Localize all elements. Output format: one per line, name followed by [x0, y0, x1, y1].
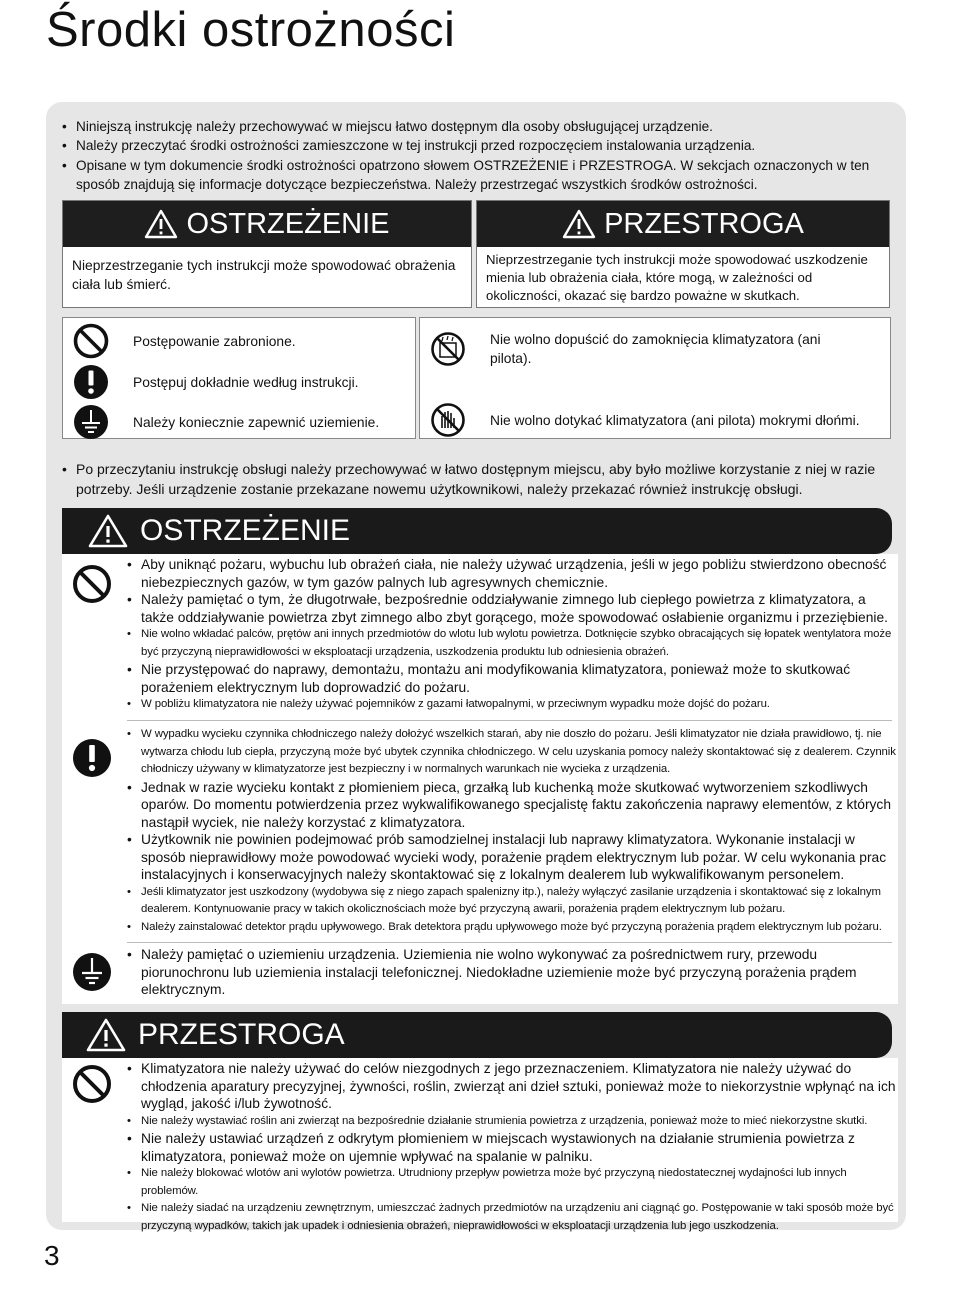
list-item: • Aby uniknąć pożaru, wybuchu lub obrażeń ciała, nie należy używać urządzenia, jeśli w jego pobliżu stwierdzono obecność niebezpiecznych gazów, w tym gazów palnych lub agresywnych chemicznie. [127, 556, 897, 591]
caution-box [476, 200, 890, 308]
prohibited-list [127, 556, 897, 714]
list-item: • W pobliżu klimatyzatora nie należy używać pojemników z gazami łatwopalnymi, w przeciwnym wypadku może dojść do pożaru. [127, 696, 897, 714]
legend-row [63, 404, 379, 440]
ground-list [127, 946, 897, 999]
warning-box-title: OSTRZEŻENIE [186, 207, 390, 240]
caution-section-body [62, 1058, 898, 1232]
no-wet-hands-icon [430, 402, 466, 438]
caution-box-title: PRZESTROGA [604, 207, 804, 240]
warning-triangle-icon [562, 209, 596, 239]
list-item: • Jeśli klimatyzator jest uszkodzony (wydobywa się z niego zapach spalenizny itp.), należy wyłączyć zasilanie urządzenia i skontaktować się z lokalnym dealerem. Kontynuowanie pracy w takich okolicznościach może być przyczyną awarii, porażenia prądem elektrycznym lub pożaru. [127, 884, 897, 919]
exclamation-icon [73, 364, 109, 400]
prohibition-icon [72, 564, 112, 604]
list-item: • Nie wolno wkładać palców, prętów ani innych przedmiotów do wlotu lub wylotu powietrza. Dotknięcie szybko obracających się łopatek wentylatora może być przyczyną nieprawidłowości w eksploatacji urządzenia, uszkodzenia produktu lub odniesienia obrażeń. [127, 626, 897, 661]
legend-row [63, 364, 358, 400]
intro-item: • Opisane w tym dokumencie środki ostrożności opatrzono słowem OSTRZEŻENIE i PRZESTROGA. W sekcjach oznaczonych w ten sposób znajdują się informacje dotyczące bezpieczeństwa. Należy przestrzegać wszystkich środków ostrożności. [62, 156, 892, 195]
caution-list [127, 1060, 897, 1235]
list-item: • Należy pamiętać o uziemieniu urządzenia. Uziemienia nie wolno wykonywać za pośrednictwem rury, przewodu piorunochronu lub uziemienia instalacji telefonicznej. Niedokładne uziemienie może być przyczyną porażenia prądem elektrycznym. [127, 946, 897, 999]
no-wetting-icon [430, 331, 466, 367]
warning-section-header [62, 508, 892, 554]
divider [127, 942, 892, 943]
keep-manual-note [62, 459, 902, 499]
intro-item: • Należy przeczytać środki ostrożności zamieszczone w tej instrukcji przed rozpoczęciem instalowania urządzenia. [62, 136, 892, 155]
legend-label: Należy koniecznie zapewnić uziemienie. [133, 414, 380, 430]
list-item: • Należy zainstalować detektor prądu upływowego. Brak detektora prądu upływowego może być przyczyną porażenia prądem elektrycznym lub pożaru. [127, 919, 897, 937]
warning-box-text: Nieprzestrzeganie tych instrukcji może spowodować obrażenia ciała lub śmierć. [72, 258, 456, 292]
list-item: • W wypadku wycieku czynnika chłodniczego należy dołożyć wszelkich starań, aby nie doszło do pożaru. Jeśli klimatyzator nie działa prawidłowo, tj. nie wytwarza chłodu lub ciepła, przyczyną może być ubytek czynnika chłodniczego. W celu uzyskania pomocy należy skontaktować się z dealerem. Czynnik chłodniczy używany w klimatyzatorze jest bezpieczny i w normalnych warunkach nie wycieka z urządzenia. [127, 726, 897, 779]
list-item: • Użytkownik nie powinien podejmować prób samodzielnej instalacji lub naprawy klimatyzatora. Wykonanie instalacji w sposób nieprawidłowy może powodować wycieki wody, porażenie prądem elektrycznym lub pożar. W celu wykonania prac instalacyjnych i konserwacyjnych należy skontaktować się z lokalnym dealerem lub wykwalifikowanym personelem. [127, 831, 897, 884]
list-item-continuation: • Jednak w razie wycieku kontakt z płomieniem pieca, grzałką lub kuchenką może skutkować wytworzeniem szkodliwych oparów. Do momentu potwierdzenia przez wykwalifikowanego specjalistę faktu zakończenia naprawy elementów, z których nastąpił wyciek, nie należy korzystać z klimatyzatora. [127, 779, 897, 832]
exclamation-icon [72, 738, 112, 778]
legend-row [420, 330, 850, 368]
legend-label: Nie wolno dotykać klimatyzatora (ani pilota) mokrymi dłońmi. [490, 412, 860, 428]
note-item: • Po przeczytaniu instrukcję obsługi należy przechowywać w łatwo dostępnym miejscu, aby było możliwe korzystanie z niej w razie potrzeby. Jeśli urządzenie zostanie przekazane nowemu użytkownikowi, należy przekazać również instrukcję obsługi. [62, 459, 902, 499]
divider [127, 720, 892, 721]
warning-triangle-icon [86, 1018, 126, 1052]
list-item: • Klimatyzatora nie należy używać do celów niezgodnych z jego przeznaczeniem. Klimatyzatora nie należy używać do chłodzenia aparatury precyzyjnej, żywności, roślin, zwierząt ani dzieł sztuki, ponieważ może to niekorzystnie wpłynąć na ich wygląd, jakość i/lub żywotność. [127, 1060, 897, 1113]
mandatory-list [127, 726, 897, 936]
list-item: • Nie należy wystawiać roślin ani zwierząt na bezpośrednie działanie strumienia powietrza z urządzenia, ponieważ może to mieć niekorzystne skutki. [127, 1113, 897, 1131]
legend-row [420, 402, 860, 438]
caution-box-header [477, 201, 889, 247]
list-item: • Nie należy blokować wlotów ani wylotów powietrza. Utrudniony przepływ powietrza może być przyczyną niedostatecznej wydajności lub innych problemów. [127, 1165, 897, 1200]
ground-icon [73, 404, 109, 440]
ground-icon [72, 952, 112, 992]
warning-box-header [63, 201, 471, 247]
legend-label: Postępuj dokładnie według instrukcji. [133, 374, 359, 390]
page-title: Środki ostrożności [46, 3, 456, 57]
intro-list [62, 117, 892, 195]
list-item: • Należy pamiętać o tym, że długotrwałe, bezpośrednie oddziaływanie zimnego lub ciepłego powietrza z klimatyzatora, a także oddziaływanie powietrza zbyt zimnego albo zbyt gorącego, może spowodować osłabienie organizmu i przeziębienie. [127, 591, 897, 626]
warning-section-title: OSTRZEŻENIE [140, 514, 351, 547]
prohibition-icon [72, 1064, 112, 1104]
warning-section-body [62, 554, 898, 1004]
caution-box-text: Nieprzestrzeganie tych instrukcji może spowodować uszkodzenie mienia lub obrażenia ciała, które mogą, w zależności od okoliczności, okazać się bardzo poważne w skutkach. [486, 252, 868, 303]
legend-label: Nie wolno dopuścić do zamoknięcia klimatyzatora (ani pilota). [490, 332, 821, 366]
list-item: • Nie należy siadać na urządzeniu zewnętrznym, umieszczać żadnych przedmiotów na urządzeniu ani ciągnąć go. Postępowanie w taki sposób może być przyczyną wypadków, takich jak upadek i odniesienia obrażeń, nieprawidłowości w eksploatacji urządzenia lub jego uszkodzenia. [127, 1200, 897, 1235]
legend-label: Postępowanie zabronione. [133, 333, 296, 349]
legend-row [63, 323, 296, 359]
warning-box [62, 200, 472, 308]
intro-item: • Niniejszą instrukcję należy przechowywać w miejscu łatwo dostępnym dla osoby obsługującej urządzenie. [62, 117, 892, 136]
caution-section-header [62, 1012, 892, 1058]
symbol-legend-right [419, 317, 891, 439]
page-number: 3 [44, 1240, 60, 1271]
warning-triangle-icon [88, 514, 128, 548]
symbol-legend-left [62, 317, 416, 439]
list-item: • Nie należy ustawiać urządzeń z odkrytym płomieniem w miejscach wystawionych na działanie strumienia powietrza z klimatyzatora, ponieważ może on ujemnie wpływać na spalanie w palniku. [127, 1130, 897, 1165]
list-item: • Nie przystępować do naprawy, demontażu, montażu ani modyfikowania klimatyzatora, ponieważ może to skutkować porażeniem elektrycznym lub doprowadzić do pożaru. [127, 661, 897, 696]
prohibition-icon [73, 323, 109, 359]
caution-section-title: PRZESTROGA [138, 1018, 345, 1051]
warning-triangle-icon [144, 209, 178, 239]
